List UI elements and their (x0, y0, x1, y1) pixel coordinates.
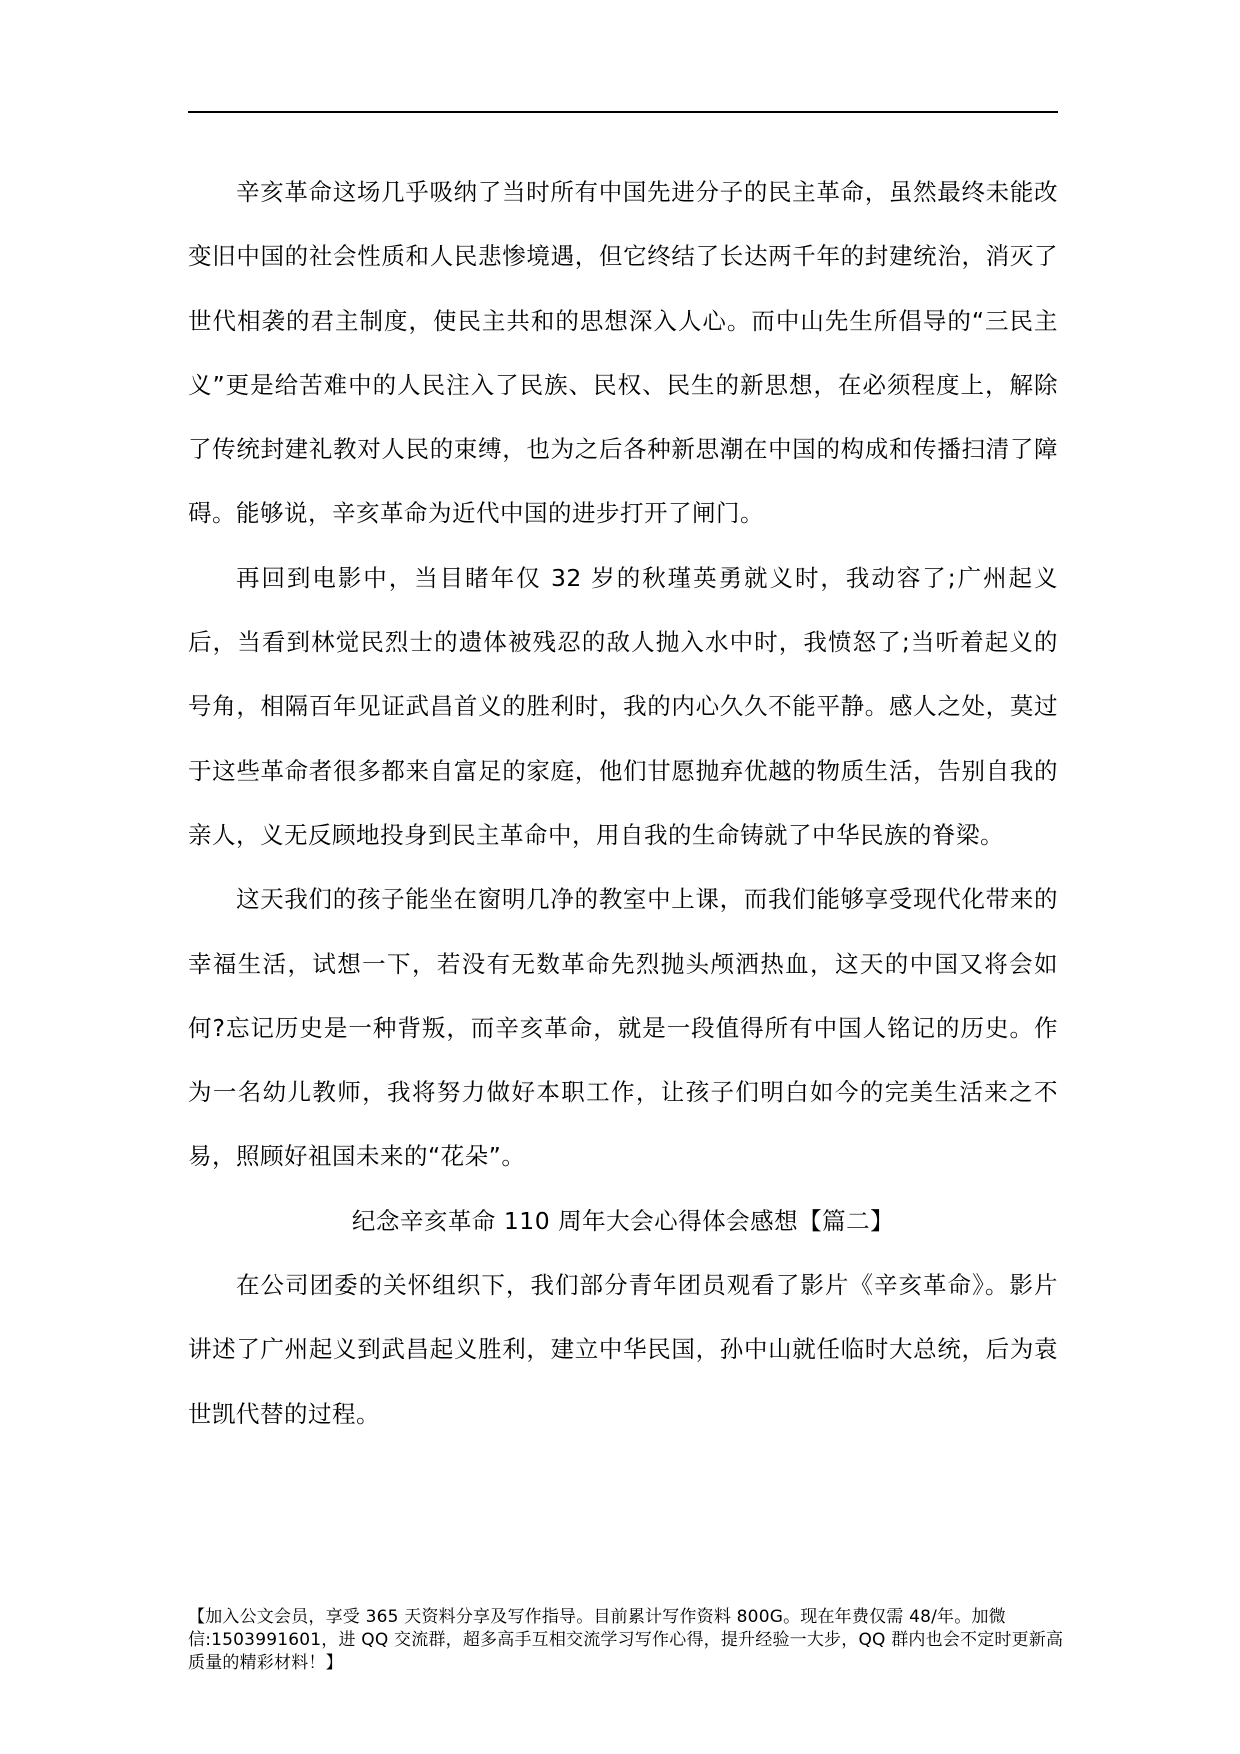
paragraph-1: 辛亥革命这场几乎吸纳了当时所有中国先进分子的民主革命，虽然最终未能改变旧中国的社会性质和人民悲惨境遇，但它终结了长达两千年的封建统治，消灭了世代相袭的君主制度，使民主共和的思想深入人心。而中山先生所倡导的“三民主义”更是给苦难中的人民注入了民族、民权、民生的新思想，在必须程度上，解除了传统封建礼教对人民的束缚，也为之后各种新思潮在中国的构成和传播扫清了障碍。能够说，辛亥革命为近代中国的进步打开了闸门。 (188, 178, 1058, 528)
paragraph-2: 再回到电影中，当目睹年仅 32 岁的秋瑾英勇就义时，我动容了;广州起义后，当看到林觉民烈士的遗体被残忍的敌人抛入水中时，我愤怒了;当听着起义的号角，相隔百年见证武昌首义的胜利时，我的内心久久不能平静。感人之处，莫过于这些革命者很多都来自富足的家庭，他们甘愿抛弃优越的物质生活，告别自我的亲人，义无反顾地投身到民主革命中，用自我的生命铸就了中华民族的脊梁。 (188, 563, 1058, 849)
paragraph-3: 这天我们的孩子能坐在窗明几净的教室中上课，而我们能够享受现代化带来的幸福生活，试想一下，若没有无数革命先烈抛头颅洒热血，这天的中国又将会如何?忘记历史是一种背叛，而辛亥革命，就是一段值得所有中国人铭记的历史。作为一名幼儿教师，我将努力做好本职工作，让孩子们明白如今的完美生活来之不易，照顾好祖国未来的“花朵”。 (188, 885, 1058, 1171)
section-title: 纪念辛亥革命 110 周年大会心得体会感想【篇二】 (351, 1206, 895, 1235)
header-rule (188, 111, 1058, 113)
document-body (188, 160, 1058, 1446)
paragraph-4: 在公司团委的关怀组织下，我们部分青年团员观看了影片《辛亥革命》。影片讲述了广州起义到武昌起义胜利，建立中华民国，孙中山就任临时大总统，后为袁世凯代替的过程。 (188, 1271, 1058, 1428)
promo-footer: 【加入公文会员，享受 365 天资料分享及写作指导。目前累计写作资料 800G。现在年费仅需 48/年。加微信:1503991601，进 QQ 交流群，超多高手互相交流学习写作心得，提升经验一大步，QQ 群内也会不定时更新高质量的精彩材料！】 (188, 1607, 1064, 1673)
